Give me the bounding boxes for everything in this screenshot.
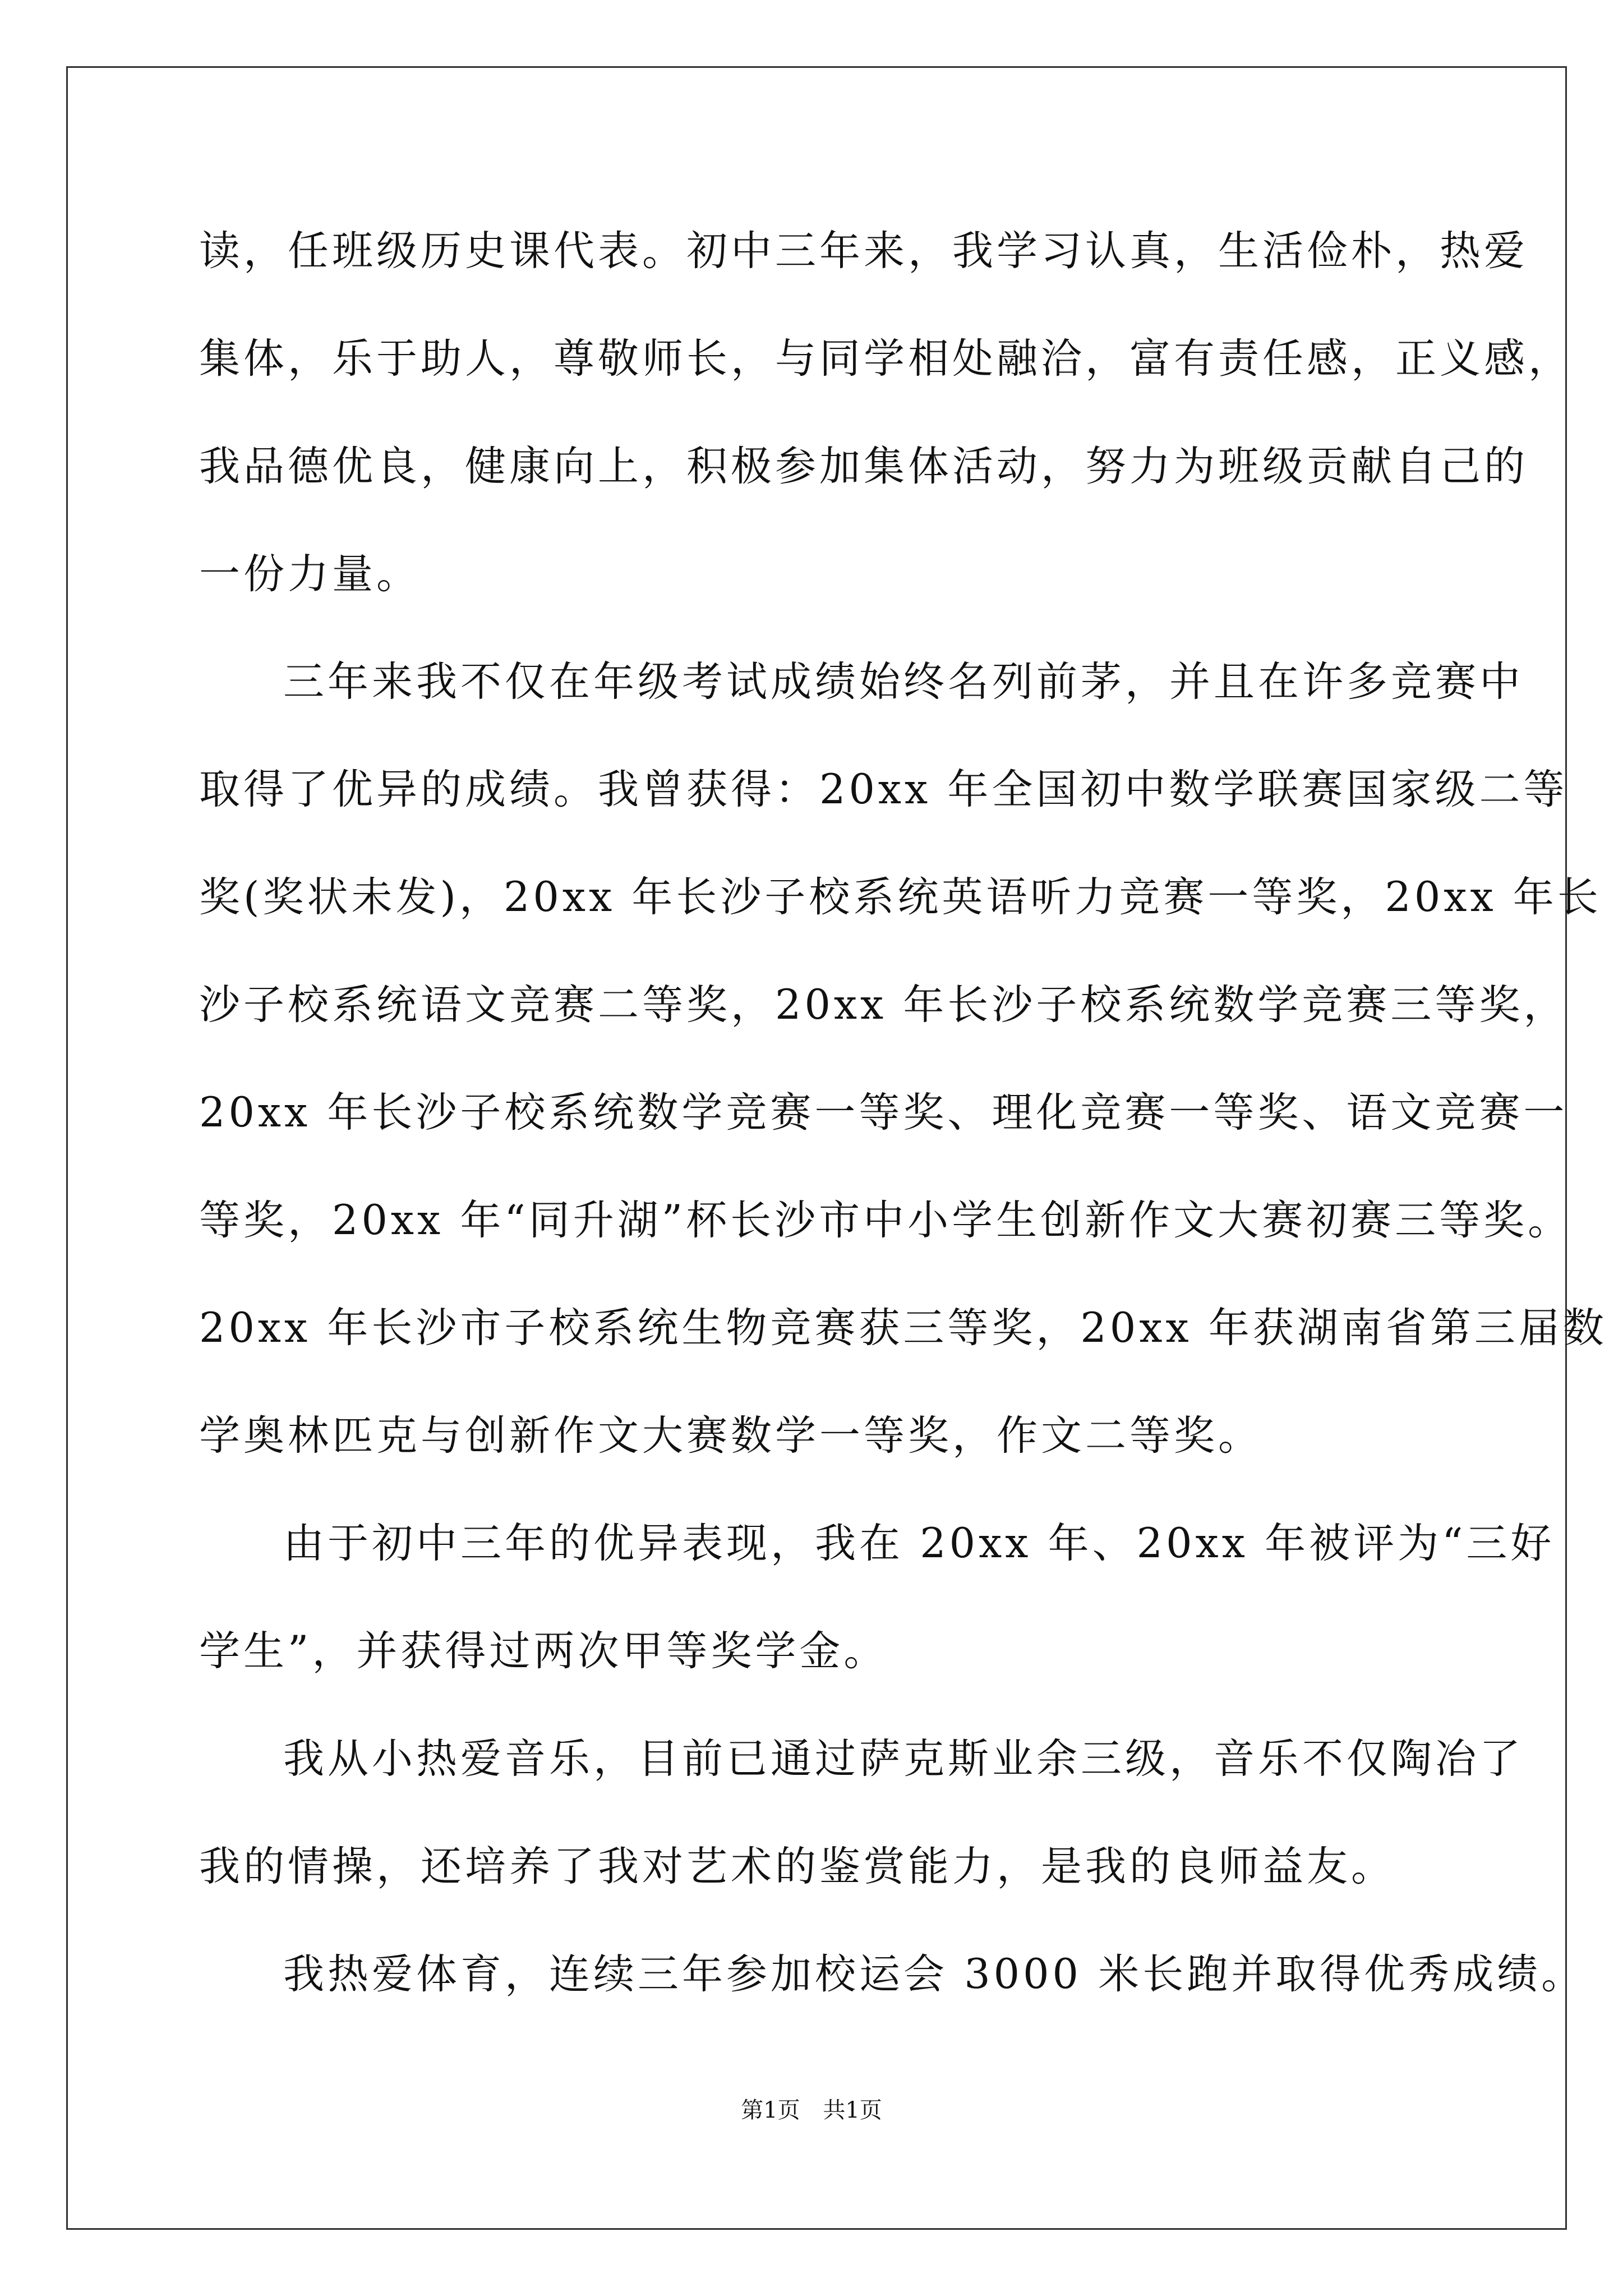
text-line: 20xx 年长沙子校系统数学竞赛一等奖、理化竞赛一等奖、语文竞赛一 <box>199 1089 1568 1137</box>
text-line: 学生”，并获得过两次甲等奖学金。 <box>199 1627 888 1675</box>
text-line: 等奖，20xx 年“同升湖”杯长沙市中小学生创新作文大赛初赛三等奖。 <box>199 1197 1573 1244</box>
text-line: 一份力量。 <box>199 550 421 598</box>
text-line: 读，任班级历史课代表。初中三年来，我学习认真，生活俭朴，热爱 <box>199 227 1528 275</box>
text-line: 20xx 年长沙市子校系统生物竞赛获三等奖，20xx 年获湖南省第三届数 <box>199 1304 1607 1352</box>
paragraph-first-line: 三年来我不仅在年级考试成绩始终名列前茅，并且在许多竞赛中 <box>283 658 1524 706</box>
document-body <box>199 219 1607 2050</box>
paragraph-first-line: 由于初中三年的优异表现，我在 20xx 年、20xx 年被评为“三好 <box>283 1520 1555 1567</box>
text-line: 沙子校系统语文竞赛二等奖，20xx 年长沙子校系统数学竞赛三等奖， <box>199 981 1568 1029</box>
page-number-total: 共1页 <box>823 2097 882 2123</box>
text-line: 取得了优异的成绩。我曾获得：20xx 年全国初中数学联赛国家级二等 <box>199 766 1568 813</box>
page-number-current: 第1页 <box>741 2097 800 2123</box>
text-line: 我的情操，还培养了我对艺术的鉴赏能力，是我的良师益友。 <box>199 1843 1395 1890</box>
text-line: 集体，乐于助人，尊敬师长，与同学相处融洽，富有责任感，正义感， <box>199 335 1573 383</box>
text-line: 奖(奖状未发)，20xx 年长沙子校系统英语听力竞赛一等奖，20xx 年长 <box>199 873 1602 921</box>
text-line: 学奥林匹克与创新作文大赛数学一等奖，作文二等奖。 <box>199 1412 1262 1460</box>
page-footer <box>0 2096 1623 2124</box>
text-line: 我品德优良，健康向上，积极参加集体活动，努力为班级贡献自己的 <box>199 443 1528 490</box>
paragraph-first-line: 我从小热爱音乐，目前已通过萨克斯业余三级，音乐不仅陶冶了 <box>283 1735 1524 1783</box>
paragraph-first-line: 我热爱体育，连续三年参加校运会 3000 米长跑并取得优秀成绩。 <box>283 1950 1586 1998</box>
